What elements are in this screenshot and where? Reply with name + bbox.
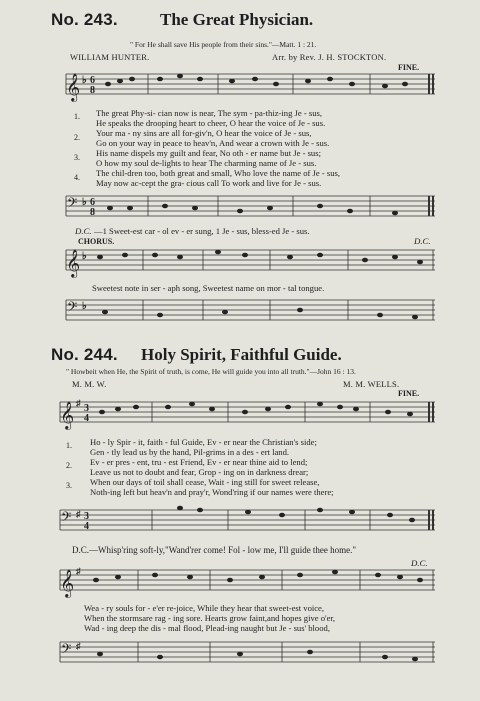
hymn-243-chorus-bass-staff <box>0 294 480 328</box>
hymn-243-verse-3b: O how my soul de-lights to hear The charming name of Je - sus. <box>96 158 317 168</box>
hymn-244-chorus-line-3: Wad - ing deep the dis - mal flood, Plead-ing naught but Je - sus' blood, <box>84 623 330 633</box>
hymn-244-chorus-line-1: Wea - ry souls for - e'er re-joice, While they hear that sweet-est voice, <box>84 603 325 613</box>
hymn-243-bass-staff <box>0 190 480 224</box>
svg-text:𝄞: 𝄞 <box>66 73 81 101</box>
hymn-243-verse-4b: May now ac-cept the gra- cious call To work and live for Je - sus. <box>96 178 322 188</box>
hymn-243-treble-staff <box>0 68 480 108</box>
hymn-243-chorus-label: CHORUS. <box>78 237 115 246</box>
hymn-244-verse-2a: Ev - er pres - ent, tru - est Friend, Ev - er near thine aid to lend; <box>90 457 308 467</box>
hymn-243-verse-3a: His name dispels my guilt and fear, No oth - er name but Je - sus; <box>96 148 321 158</box>
hymn-244-number: No. 244. <box>51 345 118 364</box>
hymn-243-verse-2a: Your ma - ny sins are all for-giv'n, O hear the voice of Je - sus, <box>96 128 312 138</box>
svg-text:♯: ♯ <box>76 566 81 576</box>
hymn-243-arranger: Arr. by Rev. J. H. STOCKTON. <box>272 52 387 62</box>
hymn-243-dc-line: —1 Sweet-est car - ol ev - er sung, 1 Je - sus, bless-ed Je - sus. <box>94 226 310 236</box>
hymn-244-treble-staff <box>0 396 480 436</box>
hymn-244-bass-staff <box>0 502 480 538</box>
hymn-244-chorus-treble-staff <box>0 564 480 600</box>
hymn-243-chorus-treble-staff <box>0 244 480 278</box>
hymn-243-verse-number-3: 3. <box>74 153 80 162</box>
hymn-243-chorus-lyric: Sweetest note in ser - aph song, Sweetest name on mor - tal tongue. <box>92 283 325 293</box>
hymn-243-verse-number-1: 1. <box>74 112 80 121</box>
hymn-244-author: M. M. W. <box>72 379 107 389</box>
hymn-243-author: WILLIAM HUNTER. <box>70 52 150 62</box>
hymn-244-verse-1b: Gen - tly lead us by the hand, Pil-grims in a des - ert land. <box>90 447 290 457</box>
hymn-243-verse-1a: The great Phy-si- cian now is near, The sym - pa-thiz-ing Je - sus, <box>96 108 322 118</box>
hymn-244-verse-number-1: 1. <box>66 441 72 450</box>
svg-text:8: 8 <box>90 85 95 96</box>
svg-text:𝄞: 𝄞 <box>60 569 75 597</box>
hymn-244-verse-number-3: 3. <box>66 481 72 490</box>
hymn-243-scripture: " For He shall save His people from their sins."—Matt. 1 : 21. <box>130 40 317 49</box>
svg-text:8: 8 <box>90 207 95 218</box>
svg-text:4: 4 <box>84 413 89 424</box>
hymn-244-chorus-bass-staff <box>0 636 480 670</box>
svg-text:♭: ♭ <box>82 197 87 208</box>
hymn-244-verse-3b: Noth-ing left but heav'n and pray'r, Wond'ring if our names were there; <box>90 487 334 497</box>
hymn-244-title: Holy Spirit, Faithful Guide. <box>141 345 342 364</box>
hymn-243-verse-number-4: 4. <box>74 173 80 182</box>
hymn-244-scripture: " Howbeit when He, the Spirit of truth, is come, He will guide you into all truth."—John 16 : 13. <box>66 367 356 376</box>
hymn-244-chorus-line-2: When the stormsare rag - ing sore. Hearts grow faint,and hopes give o'er, <box>84 613 336 623</box>
svg-text:6: 6 <box>90 75 95 86</box>
svg-text:♯: ♯ <box>76 509 81 519</box>
hymn-243-title: The Great Physician. <box>160 10 314 29</box>
hymn-244-verse-3a: When our days of toil shall cease, Wait - ing still for sweet release, <box>90 477 320 487</box>
svg-text:♭: ♭ <box>82 251 87 262</box>
hymn-243-verse-1b: He speaks the drooping heart to cheer, O hear the voice of Je - sus. <box>96 118 326 128</box>
svg-text:♭: ♭ <box>82 301 87 312</box>
hymn-244-chorus-dc: D.C. <box>411 558 428 568</box>
svg-text:𝄞: 𝄞 <box>66 249 81 277</box>
hymn-243-dc-label: D.C. <box>75 226 92 236</box>
svg-text:𝄢: 𝄢 <box>67 299 78 318</box>
hymn-244-verse-number-2: 2. <box>66 461 72 470</box>
hymn-243-number: No. 243. <box>51 10 118 29</box>
svg-text:4: 4 <box>84 521 89 532</box>
svg-text:6: 6 <box>90 197 95 208</box>
hymn-243-chorus-dc: D.C. <box>414 236 431 246</box>
svg-text:♯: ♯ <box>76 641 81 651</box>
hymn-244-verse-2b: Leave us not to doubt and fear, Grop - ing on in darkness drear; <box>90 467 309 477</box>
svg-text:𝄢: 𝄢 <box>61 641 72 660</box>
svg-text:3: 3 <box>84 403 89 414</box>
svg-text:♭: ♭ <box>82 75 87 86</box>
hymn-243-verse-4a: The chil-dren too, both great and small, Who love the name of Je - sus, <box>96 168 340 178</box>
svg-text:3: 3 <box>84 511 89 522</box>
svg-text:♯: ♯ <box>76 398 81 408</box>
hymn-244-verse-1a: Ho - ly Spir - it, faith - ful Guide, Ev - er near the Christian's side; <box>90 437 317 447</box>
svg-text:𝄢: 𝄢 <box>61 509 72 528</box>
hymn-243-verse-2b: Go on your way in peace to heav'n, And wear a crown with Je - sus. <box>96 138 330 148</box>
svg-text:𝄢: 𝄢 <box>67 195 78 214</box>
hymn-244-fine: FINE. <box>398 389 420 398</box>
hymn-244-composer: M. M. WELLS. <box>343 379 400 389</box>
hymn-243-verse-number-2: 2. <box>74 133 80 142</box>
hymn-243-fine: FINE. <box>398 63 420 72</box>
hymn-244-dc-line: D.C.—Whisp'ring soft-ly,"Wand'rer come! Fol - low me, I'll guide thee home." <box>72 545 357 555</box>
svg-text:𝄞: 𝄞 <box>60 401 75 429</box>
